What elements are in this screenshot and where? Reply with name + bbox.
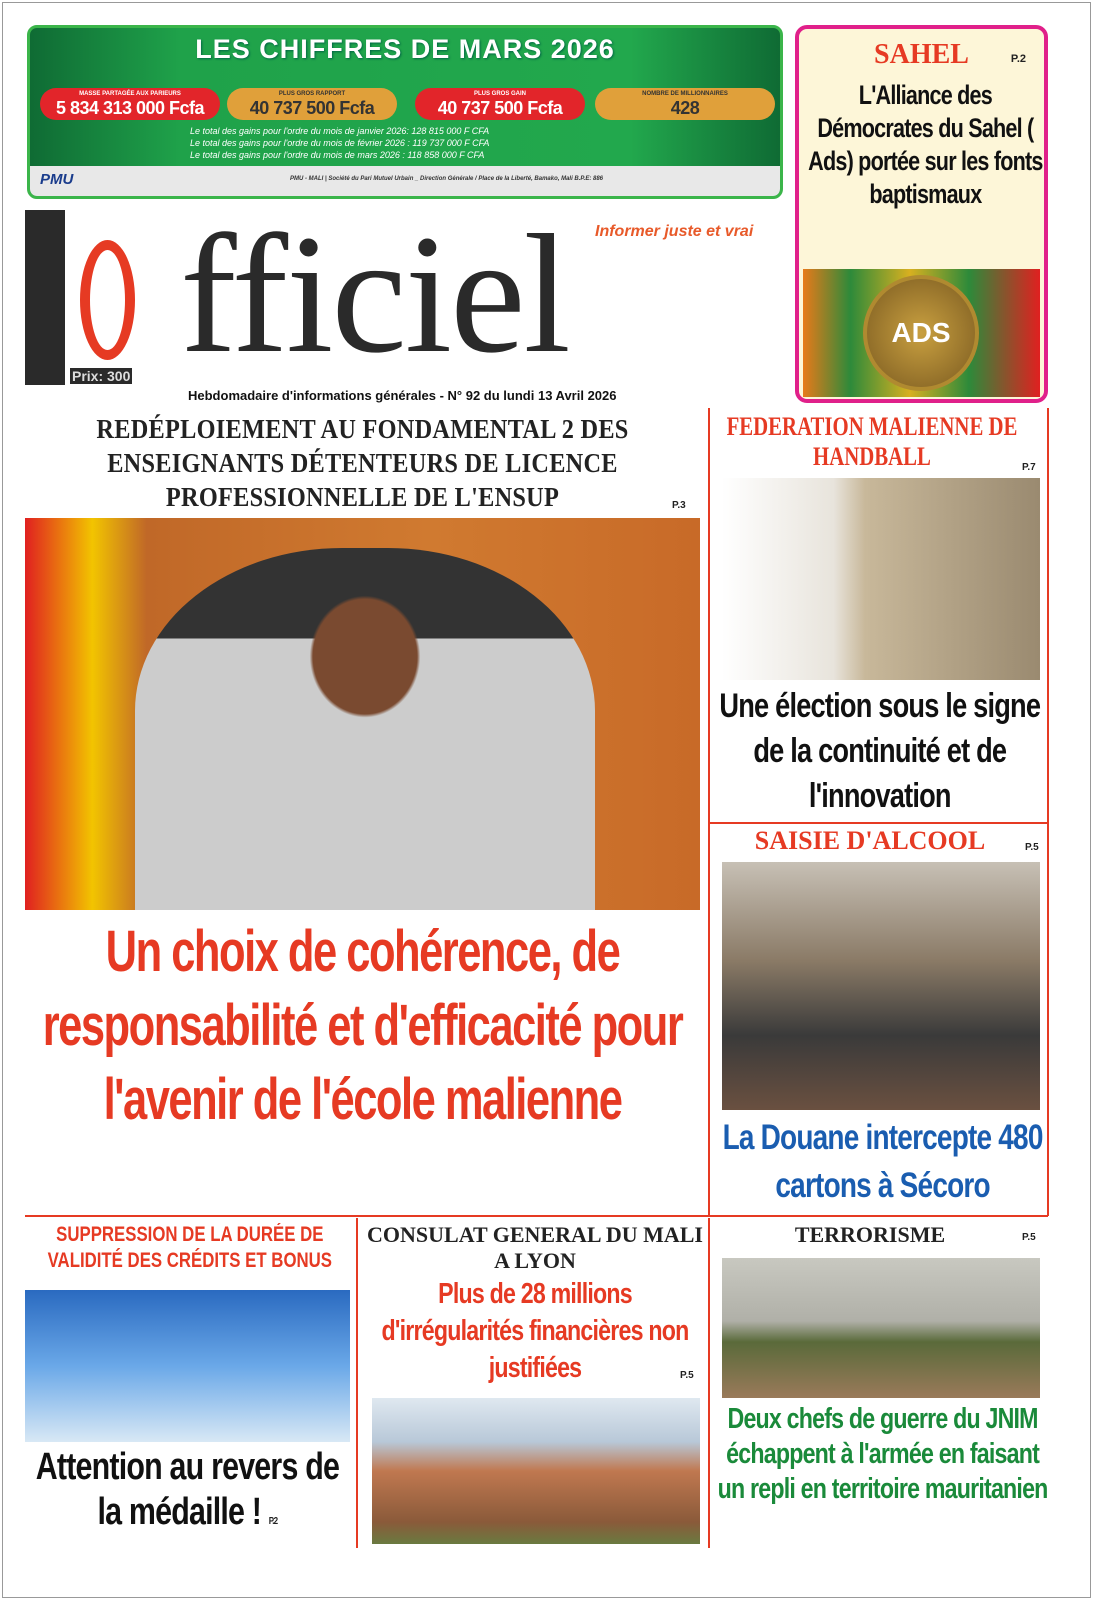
masthead-word: fficiel <box>180 200 569 388</box>
handball-kicker: FEDERATION MALIENNE DE HANDBALL <box>726 412 1018 471</box>
ad-stat-rapport: PLUS GROS RAPPORT 40 737 500 Fcfa <box>227 88 397 120</box>
page-ref: P.5 <box>1025 842 1039 853</box>
terrorisme-headline[interactable]: Deux chefs de guerre du JNIM échappent à l'armée en faisant un repli en territoire mauritanien <box>717 1403 1048 1505</box>
pmu-ad-banner[interactable] <box>27 25 783 199</box>
credits-headline[interactable]: Attention au revers de la médaille ! P.2 <box>35 1446 340 1533</box>
ad-stat-masse: MASSE PARTAGÉE AUX PARIEURS 5 834 313 000 Fcfa <box>40 88 220 120</box>
page-ref: P.3 <box>672 500 686 511</box>
lead-headline[interactable]: Un choix de cohérence, de responsabilité et d'efficacité pour l'avenir de l'école malienne <box>42 919 683 1132</box>
masthead-letter-l <box>25 210 65 385</box>
lead-kicker: REDÉPLOIEMENT AU FONDAMENTAL 2 DES ENSEIGNANTS DÉTENTEURS DE LICENCE PROFESSIONNELLE DE L'ENSUP <box>96 414 629 512</box>
masthead <box>20 200 790 405</box>
issue-meta: Hebdomadaire d'informations générales - N° 92 du lundi 13 Avril 2026 <box>188 388 617 403</box>
tagline: Informer juste et vrai <box>595 223 754 240</box>
ad-title: LES CHIFFRES DE MARS 2026 <box>195 34 615 64</box>
alcool-headline[interactable]: La Douane intercepte 480 cartons à Sécoro <box>722 1118 1043 1205</box>
sahel-headline: L'Alliance des Démocrates du Sahel ( Ads) portée sur les fonts baptismaux <box>808 80 1043 209</box>
page-ref: P.2 <box>1010 53 1026 65</box>
ads-flag-image <box>803 269 1040 397</box>
ad-totals: Le total des gains pour l'ordre du mois de janvier 2026: 128 815 000 F CFA Le total des gains pour l'ordre du mois de février 2026 : 119 737 000 F CFA Le total des gains pour l'ordre du mois de mars 2026 : 118 858 000 F CFA <box>190 126 490 160</box>
sahel-kicker: SAHEL <box>874 39 969 70</box>
handball-photo <box>722 478 1040 680</box>
ad-stat-gain: PLUS GROS GAIN 40 737 500 Fcfa <box>415 88 585 120</box>
telecom-towers-photo <box>25 1290 350 1442</box>
credits-kicker: SUPPRESSION DE LA DURÉE DE VALIDITÉ DES CRÉDITS ET BONUS <box>47 1223 332 1272</box>
alcool-kicker: SAISIE D'ALCOOL <box>754 826 986 855</box>
ads-logo-icon: ADS <box>863 275 979 391</box>
pmu-logo: PMU <box>40 171 74 188</box>
price: Prix: 300 <box>72 368 131 384</box>
ad-footer: PMU PMU - MALI | Société du Pari Mutuel Urbain _ Direction Générale / Place de la Liberté, Bamako, Mali B.P.E: 886 <box>30 166 780 196</box>
terrorisme-kicker: TERRORISME <box>794 1222 946 1247</box>
sahel-teaser[interactable] <box>795 25 1048 403</box>
alcool-photo <box>722 862 1040 1110</box>
ad-stat-millionnaires: NOMBRE DE MILLIONNAIRES 428 <box>595 88 775 120</box>
masthead-o-pen-icon <box>80 240 135 360</box>
consulat-headline[interactable]: Plus de 28 millions d'irrégularités financières non justifiées <box>381 1278 689 1384</box>
consulat-kicker: CONSULAT GENERAL DU MALI A LYON <box>367 1222 703 1273</box>
page-ref: P.5 <box>680 1370 694 1381</box>
helicopter-photo <box>722 1258 1040 1398</box>
page-ref: P.7 <box>1022 462 1036 473</box>
consulat-building-photo <box>372 1398 700 1544</box>
handball-headline[interactable]: Une élection sous le signe de la continuité et de l'innovation <box>719 687 1041 815</box>
lead-photo <box>25 518 700 910</box>
page-ref: P.5 <box>1022 1232 1036 1243</box>
